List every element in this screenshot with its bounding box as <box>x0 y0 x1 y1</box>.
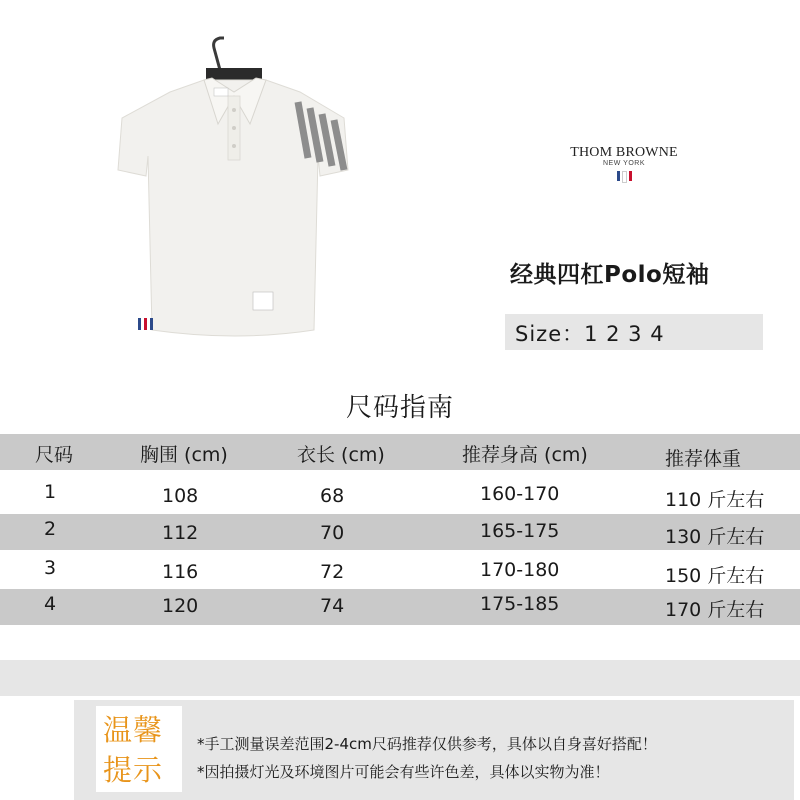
cell-chest: 120 <box>162 595 199 617</box>
product-image <box>96 30 374 362</box>
notice-badge-line1: 温馨 <box>103 713 164 747</box>
notice-text-2: *因拍摄灯光及环境图片可能会有些许色差，具体以实物为准！ <box>197 763 610 781</box>
cell-weight: 150 斤左右 <box>665 565 765 587</box>
cell-size: 1 <box>44 481 57 503</box>
cell-length: 68 <box>320 485 345 507</box>
cell-size: 4 <box>44 593 57 615</box>
stripe-white <box>622 171 627 183</box>
cell-size: 3 <box>44 557 57 579</box>
brand-logo <box>560 145 688 183</box>
header-height: 推荐身高 (cm) <box>462 444 588 466</box>
cell-length: 74 <box>320 595 345 617</box>
brand-name: THOM BROWNE <box>570 145 678 160</box>
header-length: 衣长 (cm) <box>297 444 385 466</box>
stripe-blue <box>617 171 620 181</box>
header-chest: 胸围 (cm) <box>140 444 228 466</box>
table-row <box>0 589 800 625</box>
divider-bar <box>0 660 800 696</box>
cell-length: 70 <box>320 522 345 544</box>
cell-chest: 112 <box>162 522 199 544</box>
notice-badge-line2: 提示 <box>103 753 164 787</box>
stripe-red <box>629 171 632 181</box>
brand-city: NEW YORK <box>603 160 645 167</box>
brand-stripes <box>560 171 688 183</box>
cell-weight: 130 斤左右 <box>665 526 765 548</box>
header-weight: 推荐体重 <box>665 448 742 470</box>
cell-size: 2 <box>44 518 57 540</box>
cell-height: 170-180 <box>480 559 560 581</box>
table-row <box>0 514 800 550</box>
notice-text-1: *手工测量误差范围2-4cm尺码推荐仅供参考，具体以自身喜好搭配！ <box>197 735 657 753</box>
table-header <box>0 434 800 470</box>
product-title: 经典四杠Polo短袖 <box>510 262 710 288</box>
table-row <box>0 553 800 589</box>
header-size: 尺码 <box>35 444 74 466</box>
size-guide-title: 尺码指南 <box>345 393 454 423</box>
size-label: Size：1 2 3 4 <box>515 322 665 346</box>
cell-weight: 110 斤左右 <box>665 489 765 511</box>
cell-height: 175-185 <box>480 593 560 615</box>
cell-length: 72 <box>320 561 345 583</box>
cell-height: 165-175 <box>480 520 560 542</box>
cell-weight: 170 斤左右 <box>665 599 765 621</box>
cell-height: 160-170 <box>480 483 560 505</box>
table-row <box>0 475 800 511</box>
cell-chest: 116 <box>162 561 199 583</box>
cell-chest: 108 <box>162 485 199 507</box>
